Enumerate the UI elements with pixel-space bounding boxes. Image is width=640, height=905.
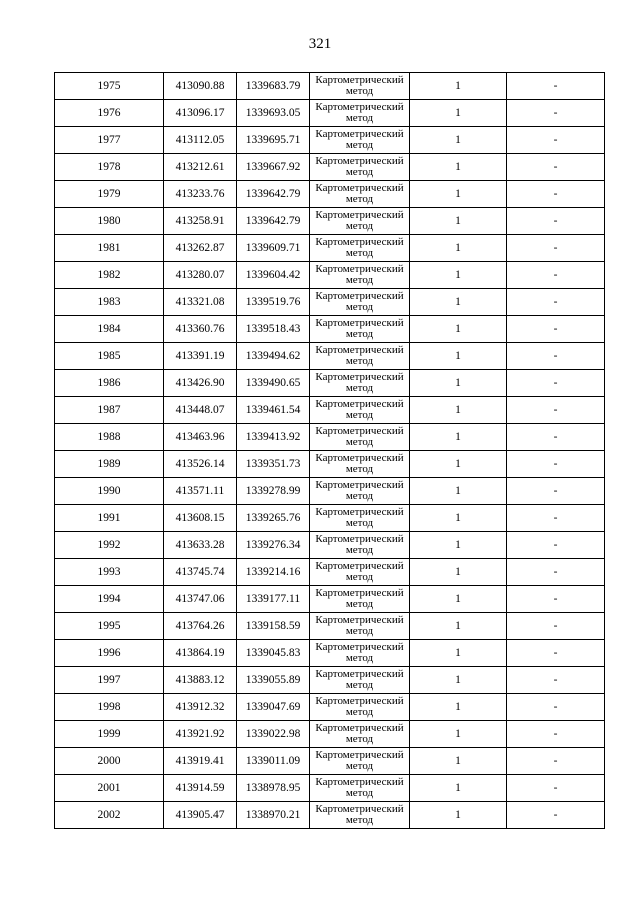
method-cell	[310, 451, 410, 478]
note-cell: -	[507, 667, 605, 694]
x-coordinate-cell: 413571.11	[164, 478, 237, 505]
method-text-line2: метод	[345, 193, 374, 205]
method-text-line1: Картометрический	[315, 641, 404, 653]
y-coordinate-cell: 1339667.92	[237, 154, 310, 181]
method-text-line1: Картометрический	[315, 263, 404, 275]
page-number: 321	[308, 36, 332, 52]
point-id-cell: 1993	[55, 559, 164, 586]
note-cell: -	[507, 721, 605, 748]
accuracy-cell: 1	[410, 370, 507, 397]
method-cell	[310, 424, 410, 451]
point-id-cell: 2002	[55, 802, 164, 829]
method-text-line2: метод	[345, 706, 374, 718]
point-id-cell: 1995	[55, 613, 164, 640]
y-coordinate-cell: 1339047.69	[237, 694, 310, 721]
table-row	[55, 370, 605, 397]
note-cell: -	[507, 532, 605, 559]
x-coordinate-cell: 413448.07	[164, 397, 237, 424]
table-row	[55, 586, 605, 613]
y-coordinate-cell: 1339351.73	[237, 451, 310, 478]
note-cell: -	[507, 478, 605, 505]
method-text-line1: Картометрический	[315, 128, 404, 140]
method-text-line2: метод	[345, 436, 374, 448]
point-id-cell: 1996	[55, 640, 164, 667]
x-coordinate-cell: 413745.74	[164, 559, 237, 586]
method-text-line2: метод	[345, 760, 374, 772]
method-text-line1: Картометрический	[315, 479, 404, 491]
note-cell: -	[507, 802, 605, 829]
point-id-cell: 1997	[55, 667, 164, 694]
method-text-line1: Картометрический	[315, 74, 404, 86]
note-cell: -	[507, 289, 605, 316]
point-id-cell: 1994	[55, 586, 164, 613]
method-text-line2: метод	[345, 571, 374, 583]
x-coordinate-cell: 413212.61	[164, 154, 237, 181]
point-id-cell: 1989	[55, 451, 164, 478]
y-coordinate-cell: 1339276.34	[237, 532, 310, 559]
note-cell: -	[507, 235, 605, 262]
method-cell	[310, 640, 410, 667]
point-id-cell: 1976	[55, 100, 164, 127]
table-row	[55, 127, 605, 154]
accuracy-cell: 1	[410, 559, 507, 586]
note-cell: -	[507, 397, 605, 424]
accuracy-cell: 1	[410, 451, 507, 478]
table-row	[55, 478, 605, 505]
coordinates-table	[54, 72, 605, 829]
y-coordinate-cell: 1339683.79	[237, 73, 310, 100]
method-text-line2: метод	[345, 409, 374, 421]
method-text-line2: метод	[345, 733, 374, 745]
x-coordinate-cell: 413258.91	[164, 208, 237, 235]
method-text-line1: Картометрический	[315, 614, 404, 626]
y-coordinate-cell: 1339519.76	[237, 289, 310, 316]
accuracy-cell: 1	[410, 721, 507, 748]
method-text-line1: Картометрический	[315, 398, 404, 410]
method-cell	[310, 154, 410, 181]
method-cell	[310, 775, 410, 802]
table-row	[55, 343, 605, 370]
method-cell	[310, 559, 410, 586]
point-id-cell: 1992	[55, 532, 164, 559]
method-text-line2: метод	[345, 598, 374, 610]
y-coordinate-cell: 1339011.09	[237, 748, 310, 775]
note-cell: -	[507, 640, 605, 667]
y-coordinate-cell: 1339045.83	[237, 640, 310, 667]
table-row	[55, 397, 605, 424]
x-coordinate-cell: 413262.87	[164, 235, 237, 262]
y-coordinate-cell: 1339413.92	[237, 424, 310, 451]
method-text-line1: Картометрический	[315, 749, 404, 761]
table-row	[55, 505, 605, 532]
note-cell: -	[507, 505, 605, 532]
table-row	[55, 667, 605, 694]
accuracy-cell: 1	[410, 640, 507, 667]
accuracy-cell: 1	[410, 289, 507, 316]
coordinates-table-body	[55, 73, 605, 829]
point-id-cell: 1991	[55, 505, 164, 532]
y-coordinate-cell: 1339022.98	[237, 721, 310, 748]
x-coordinate-cell: 413919.41	[164, 748, 237, 775]
point-id-cell: 1977	[55, 127, 164, 154]
note-cell: -	[507, 73, 605, 100]
point-id-cell: 1999	[55, 721, 164, 748]
method-cell	[310, 370, 410, 397]
method-text-line1: Картометрический	[315, 533, 404, 545]
method-text-line2: метод	[345, 247, 374, 259]
y-coordinate-cell: 1339518.43	[237, 316, 310, 343]
accuracy-cell: 1	[410, 208, 507, 235]
y-coordinate-cell: 1339177.11	[237, 586, 310, 613]
method-text-line2: метод	[345, 814, 374, 826]
method-cell	[310, 316, 410, 343]
y-coordinate-cell: 1339642.79	[237, 181, 310, 208]
accuracy-cell: 1	[410, 100, 507, 127]
note-cell: -	[507, 316, 605, 343]
point-id-cell: 2001	[55, 775, 164, 802]
table-row	[55, 262, 605, 289]
method-text-line2: метод	[345, 274, 374, 286]
method-text-line1: Картометрический	[315, 425, 404, 437]
method-text-line1: Картометрический	[315, 776, 404, 788]
point-id-cell: 1986	[55, 370, 164, 397]
y-coordinate-cell: 1339055.89	[237, 667, 310, 694]
x-coordinate-cell: 413912.32	[164, 694, 237, 721]
point-id-cell: 2000	[55, 748, 164, 775]
y-coordinate-cell: 1339642.79	[237, 208, 310, 235]
x-coordinate-cell: 413463.96	[164, 424, 237, 451]
x-coordinate-cell: 413608.15	[164, 505, 237, 532]
method-cell	[310, 127, 410, 154]
table-row	[55, 694, 605, 721]
method-cell	[310, 694, 410, 721]
x-coordinate-cell: 413764.26	[164, 613, 237, 640]
note-cell: -	[507, 424, 605, 451]
method-cell	[310, 667, 410, 694]
method-cell	[310, 181, 410, 208]
accuracy-cell: 1	[410, 586, 507, 613]
table-row	[55, 289, 605, 316]
method-cell	[310, 532, 410, 559]
table-row	[55, 424, 605, 451]
table-row	[55, 532, 605, 559]
table-row	[55, 775, 605, 802]
table-row	[55, 721, 605, 748]
method-cell	[310, 100, 410, 127]
table-row	[55, 613, 605, 640]
method-cell	[310, 613, 410, 640]
x-coordinate-cell: 413883.12	[164, 667, 237, 694]
method-text-line2: метод	[345, 625, 374, 637]
table-row	[55, 748, 605, 775]
method-cell	[310, 721, 410, 748]
accuracy-cell: 1	[410, 316, 507, 343]
x-coordinate-cell: 413233.76	[164, 181, 237, 208]
point-id-cell: 1983	[55, 289, 164, 316]
y-coordinate-cell: 1339278.99	[237, 478, 310, 505]
accuracy-cell: 1	[410, 127, 507, 154]
accuracy-cell: 1	[410, 424, 507, 451]
accuracy-cell: 1	[410, 532, 507, 559]
y-coordinate-cell: 1339604.42	[237, 262, 310, 289]
accuracy-cell: 1	[410, 235, 507, 262]
method-text-line2: метод	[345, 220, 374, 232]
y-coordinate-cell: 1339214.16	[237, 559, 310, 586]
method-text-line1: Картометрический	[315, 506, 404, 518]
method-text-line2: метод	[345, 166, 374, 178]
y-coordinate-cell: 1339461.54	[237, 397, 310, 424]
x-coordinate-cell: 413360.76	[164, 316, 237, 343]
note-cell: -	[507, 181, 605, 208]
method-text-line2: метод	[345, 355, 374, 367]
x-coordinate-cell: 413096.17	[164, 100, 237, 127]
x-coordinate-cell: 413633.28	[164, 532, 237, 559]
point-id-cell: 1981	[55, 235, 164, 262]
method-cell	[310, 505, 410, 532]
x-coordinate-cell: 413526.14	[164, 451, 237, 478]
method-text-line2: метод	[345, 382, 374, 394]
method-cell	[310, 802, 410, 829]
method-cell	[310, 478, 410, 505]
method-text-line1: Картометрический	[315, 317, 404, 329]
method-text-line2: метод	[345, 787, 374, 799]
table-row	[55, 181, 605, 208]
point-id-cell: 1978	[55, 154, 164, 181]
x-coordinate-cell: 413112.05	[164, 127, 237, 154]
note-cell: -	[507, 748, 605, 775]
method-cell	[310, 235, 410, 262]
point-id-cell: 1982	[55, 262, 164, 289]
method-text-line1: Картометрический	[315, 722, 404, 734]
y-coordinate-cell: 1339609.71	[237, 235, 310, 262]
method-text-line2: метод	[345, 301, 374, 313]
method-text-line1: Картометрический	[315, 803, 404, 815]
table-row	[55, 802, 605, 829]
note-cell: -	[507, 154, 605, 181]
note-cell: -	[507, 208, 605, 235]
accuracy-cell: 1	[410, 748, 507, 775]
method-text-line1: Картометрический	[315, 101, 404, 113]
method-text-line1: Картометрический	[315, 182, 404, 194]
point-id-cell: 1979	[55, 181, 164, 208]
method-text-line2: метод	[345, 112, 374, 124]
x-coordinate-cell: 413321.08	[164, 289, 237, 316]
accuracy-cell: 1	[410, 154, 507, 181]
table-row	[55, 100, 605, 127]
accuracy-cell: 1	[410, 478, 507, 505]
accuracy-cell: 1	[410, 694, 507, 721]
x-coordinate-cell: 413747.06	[164, 586, 237, 613]
method-text-line1: Картометрический	[315, 344, 404, 356]
method-cell	[310, 208, 410, 235]
point-id-cell: 1980	[55, 208, 164, 235]
accuracy-cell: 1	[410, 181, 507, 208]
table-row	[55, 640, 605, 667]
method-text-line2: метод	[345, 463, 374, 475]
point-id-cell: 1998	[55, 694, 164, 721]
note-cell: -	[507, 775, 605, 802]
method-text-line2: метод	[345, 328, 374, 340]
y-coordinate-cell: 1339490.65	[237, 370, 310, 397]
x-coordinate-cell: 413864.19	[164, 640, 237, 667]
point-id-cell: 1987	[55, 397, 164, 424]
table-row	[55, 154, 605, 181]
method-cell	[310, 586, 410, 613]
method-text-line2: метод	[345, 490, 374, 502]
accuracy-cell: 1	[410, 343, 507, 370]
point-id-cell: 1975	[55, 73, 164, 100]
note-cell: -	[507, 559, 605, 586]
method-text-line2: метод	[345, 652, 374, 664]
method-cell	[310, 289, 410, 316]
point-id-cell: 1985	[55, 343, 164, 370]
note-cell: -	[507, 586, 605, 613]
point-id-cell: 1990	[55, 478, 164, 505]
table-row	[55, 451, 605, 478]
x-coordinate-cell: 413090.88	[164, 73, 237, 100]
note-cell: -	[507, 613, 605, 640]
x-coordinate-cell: 413914.59	[164, 775, 237, 802]
y-coordinate-cell: 1338978.95	[237, 775, 310, 802]
method-text-line1: Картометрический	[315, 587, 404, 599]
accuracy-cell: 1	[410, 667, 507, 694]
accuracy-cell: 1	[410, 505, 507, 532]
method-cell	[310, 73, 410, 100]
method-text-line2: метод	[345, 679, 374, 691]
x-coordinate-cell: 413391.19	[164, 343, 237, 370]
note-cell: -	[507, 127, 605, 154]
y-coordinate-cell: 1339265.76	[237, 505, 310, 532]
note-cell: -	[507, 370, 605, 397]
y-coordinate-cell: 1339693.05	[237, 100, 310, 127]
y-coordinate-cell: 1338970.21	[237, 802, 310, 829]
note-cell: -	[507, 100, 605, 127]
note-cell: -	[507, 262, 605, 289]
point-id-cell: 1984	[55, 316, 164, 343]
table-row	[55, 235, 605, 262]
method-cell	[310, 262, 410, 289]
method-text-line1: Картометрический	[315, 668, 404, 680]
table-row	[55, 208, 605, 235]
accuracy-cell: 1	[410, 613, 507, 640]
method-text-line2: метод	[345, 517, 374, 529]
table-row	[55, 316, 605, 343]
accuracy-cell: 1	[410, 73, 507, 100]
y-coordinate-cell: 1339158.59	[237, 613, 310, 640]
method-text-line1: Картометрический	[315, 452, 404, 464]
method-text-line1: Картометрический	[315, 290, 404, 302]
point-id-cell: 1988	[55, 424, 164, 451]
x-coordinate-cell: 413426.90	[164, 370, 237, 397]
method-text-line1: Картометрический	[315, 560, 404, 572]
method-text-line1: Картометрический	[315, 155, 404, 167]
note-cell: -	[507, 451, 605, 478]
method-text-line1: Картометрический	[315, 209, 404, 221]
x-coordinate-cell: 413905.47	[164, 802, 237, 829]
x-coordinate-cell: 413280.07	[164, 262, 237, 289]
method-cell	[310, 343, 410, 370]
method-text-line1: Картометрический	[315, 695, 404, 707]
x-coordinate-cell: 413921.92	[164, 721, 237, 748]
accuracy-cell: 1	[410, 802, 507, 829]
method-text-line1: Картометрический	[315, 371, 404, 383]
method-text-line1: Картометрический	[315, 236, 404, 248]
method-text-line2: метод	[345, 85, 374, 97]
method-cell	[310, 748, 410, 775]
accuracy-cell: 1	[410, 397, 507, 424]
note-cell: -	[507, 343, 605, 370]
accuracy-cell: 1	[410, 262, 507, 289]
table-row	[55, 73, 605, 100]
note-cell: -	[507, 694, 605, 721]
method-cell	[310, 397, 410, 424]
method-text-line2: метод	[345, 544, 374, 556]
y-coordinate-cell: 1339494.62	[237, 343, 310, 370]
y-coordinate-cell: 1339695.71	[237, 127, 310, 154]
accuracy-cell: 1	[410, 775, 507, 802]
table-row	[55, 559, 605, 586]
method-text-line2: метод	[345, 139, 374, 151]
